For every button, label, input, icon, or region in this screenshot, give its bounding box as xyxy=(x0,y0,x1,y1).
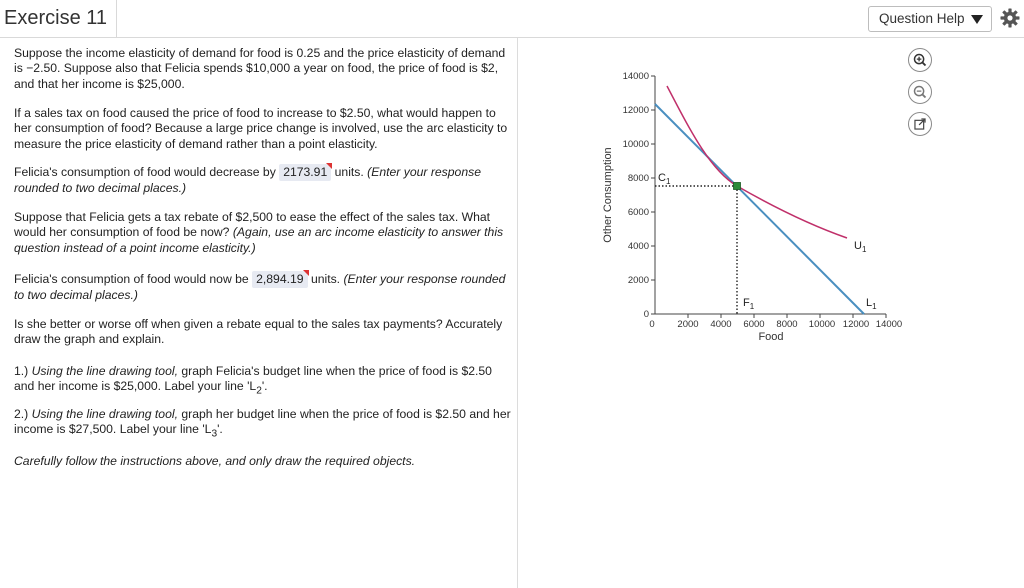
question-part-b xyxy=(14,210,514,256)
answer-flag-icon xyxy=(303,270,309,276)
answer-line-2 xyxy=(14,271,514,304)
x-axis-label: Food xyxy=(758,331,784,343)
tangency-point[interactable] xyxy=(734,183,741,190)
question-part-a: If a sales tax on food caused the price of food to increase to $2.50, what would happen to her consumption of food? Because a large price change is involved, use the arc elasticity to measure the price elasticity of demand rather than a point elasticity. xyxy=(14,106,508,151)
answer2-prefix: Felicia's consumption of food would now be xyxy=(14,272,249,286)
budget-line-l1[interactable] xyxy=(655,104,864,314)
budget-graph[interactable] xyxy=(596,60,906,350)
instruction-2-number: 2.) xyxy=(14,407,29,421)
x-tick-label: 4000 xyxy=(710,319,732,330)
panel-divider xyxy=(517,38,518,588)
x-tick-marks xyxy=(688,314,886,318)
y-tick-label: 4000 xyxy=(627,241,649,252)
y-tick-label: 6000 xyxy=(627,207,649,218)
y-tick-marks xyxy=(651,76,655,314)
y-tick-label: 14000 xyxy=(622,71,649,82)
x-tick-label: 6000 xyxy=(743,319,765,330)
exercise-title: Exercise 11 xyxy=(0,0,117,37)
indifference-curve-u1[interactable] xyxy=(667,86,847,238)
instruction-1 xyxy=(14,364,514,399)
part-b-text: Suppose that Felicia gets a tax rebate of $2,500 to ease the effect of the sales tax. What would her consumption of food be now? xyxy=(14,210,491,240)
y-tick-label: 2000 xyxy=(627,275,649,286)
answer2-value: 2,894.19 xyxy=(256,272,304,286)
answer2-suffix: units. xyxy=(310,272,341,286)
answer-line-1 xyxy=(14,164,514,197)
instruction-2 xyxy=(14,407,514,442)
question-help-button[interactable] xyxy=(868,6,992,32)
y-axis-label: Other Consumption xyxy=(602,147,614,243)
x-tick-label: 12000 xyxy=(842,319,870,330)
y-tick-label: 0 xyxy=(643,309,649,320)
x-tick-label: 2000 xyxy=(677,319,699,330)
question-help-label: Question Help xyxy=(879,11,965,26)
instruction-1-text: graph Felicia's budget line when the price of food is $2.50 and her income is $25,000. Label your line 'L xyxy=(14,364,492,394)
expand-icon[interactable] xyxy=(908,112,932,136)
answer-flag-icon xyxy=(326,163,332,169)
instruction-1-sub: 2 xyxy=(256,385,262,397)
y-tick-label: 10000 xyxy=(622,139,649,150)
x-tick-label: 14000 xyxy=(875,319,903,330)
instruction-1-tool: Using the line drawing tool, xyxy=(31,364,178,378)
answer1-hint: (Enter your response rounded to two decimal places.) xyxy=(14,165,481,196)
zoom-in-icon[interactable] xyxy=(908,48,932,72)
y-tick-label: 8000 xyxy=(627,173,649,184)
c1-label: $C_1$ xyxy=(658,172,671,186)
header-bar xyxy=(0,0,1024,38)
instruction-note xyxy=(14,454,415,469)
instruction-note-text: Carefully follow the instructions above, and only draw the required objects. xyxy=(14,454,416,468)
answer2-field[interactable] xyxy=(252,271,307,288)
f1-label: $F_1$ xyxy=(743,297,755,311)
part-b-hint: (Again, use an arc income elasticity to answer this question instead of a point income elasticity.) xyxy=(14,225,504,255)
instruction-1-number: 1.) xyxy=(14,364,29,378)
dropdown-arrow-icon xyxy=(971,15,983,24)
question-intro: Suppose the income elasticity of demand for food is 0.25 and the price elasticity of demand is −2.50. Suppose also that Felicia spends $10,000 a year on food, the price of food is $2, and that her income is $25,000. xyxy=(14,46,506,91)
x-tick-label: 8000 xyxy=(776,319,798,330)
instruction-2-sub: 3 xyxy=(211,428,218,440)
instruction-1-end: '. xyxy=(261,379,268,394)
instruction-2-tool: Using the line drawing tool, xyxy=(31,407,178,421)
answer1-suffix: units. xyxy=(334,165,364,179)
zoom-out-icon[interactable] xyxy=(908,80,932,104)
x-tick-label: 10000 xyxy=(808,319,836,330)
u1-label: $U_1$ xyxy=(854,240,867,254)
question-part-c: Is she better or worse off when given a rebate equal to the sales tax payments? Accurately draw the graph and explain. xyxy=(14,317,503,347)
answer2-hint: (Enter your response rounded to two decimal places.) xyxy=(14,272,506,303)
gear-icon[interactable] xyxy=(1000,8,1020,28)
x-tick-label: 0 xyxy=(649,319,655,330)
y-tick-label: 12000 xyxy=(622,105,649,116)
instruction-2-text: graph her budget line when the price of food is $2.50 and her income is $27,500. Label your line 'L xyxy=(14,407,511,437)
l1-label: $L_1$ xyxy=(866,297,877,311)
answer1-prefix: Felicia's consumption of food would decrease by xyxy=(14,165,276,179)
answer1-value: 2173.91 xyxy=(283,165,328,179)
instruction-2-end: '. xyxy=(217,422,223,437)
answer1-field[interactable] xyxy=(279,164,331,181)
